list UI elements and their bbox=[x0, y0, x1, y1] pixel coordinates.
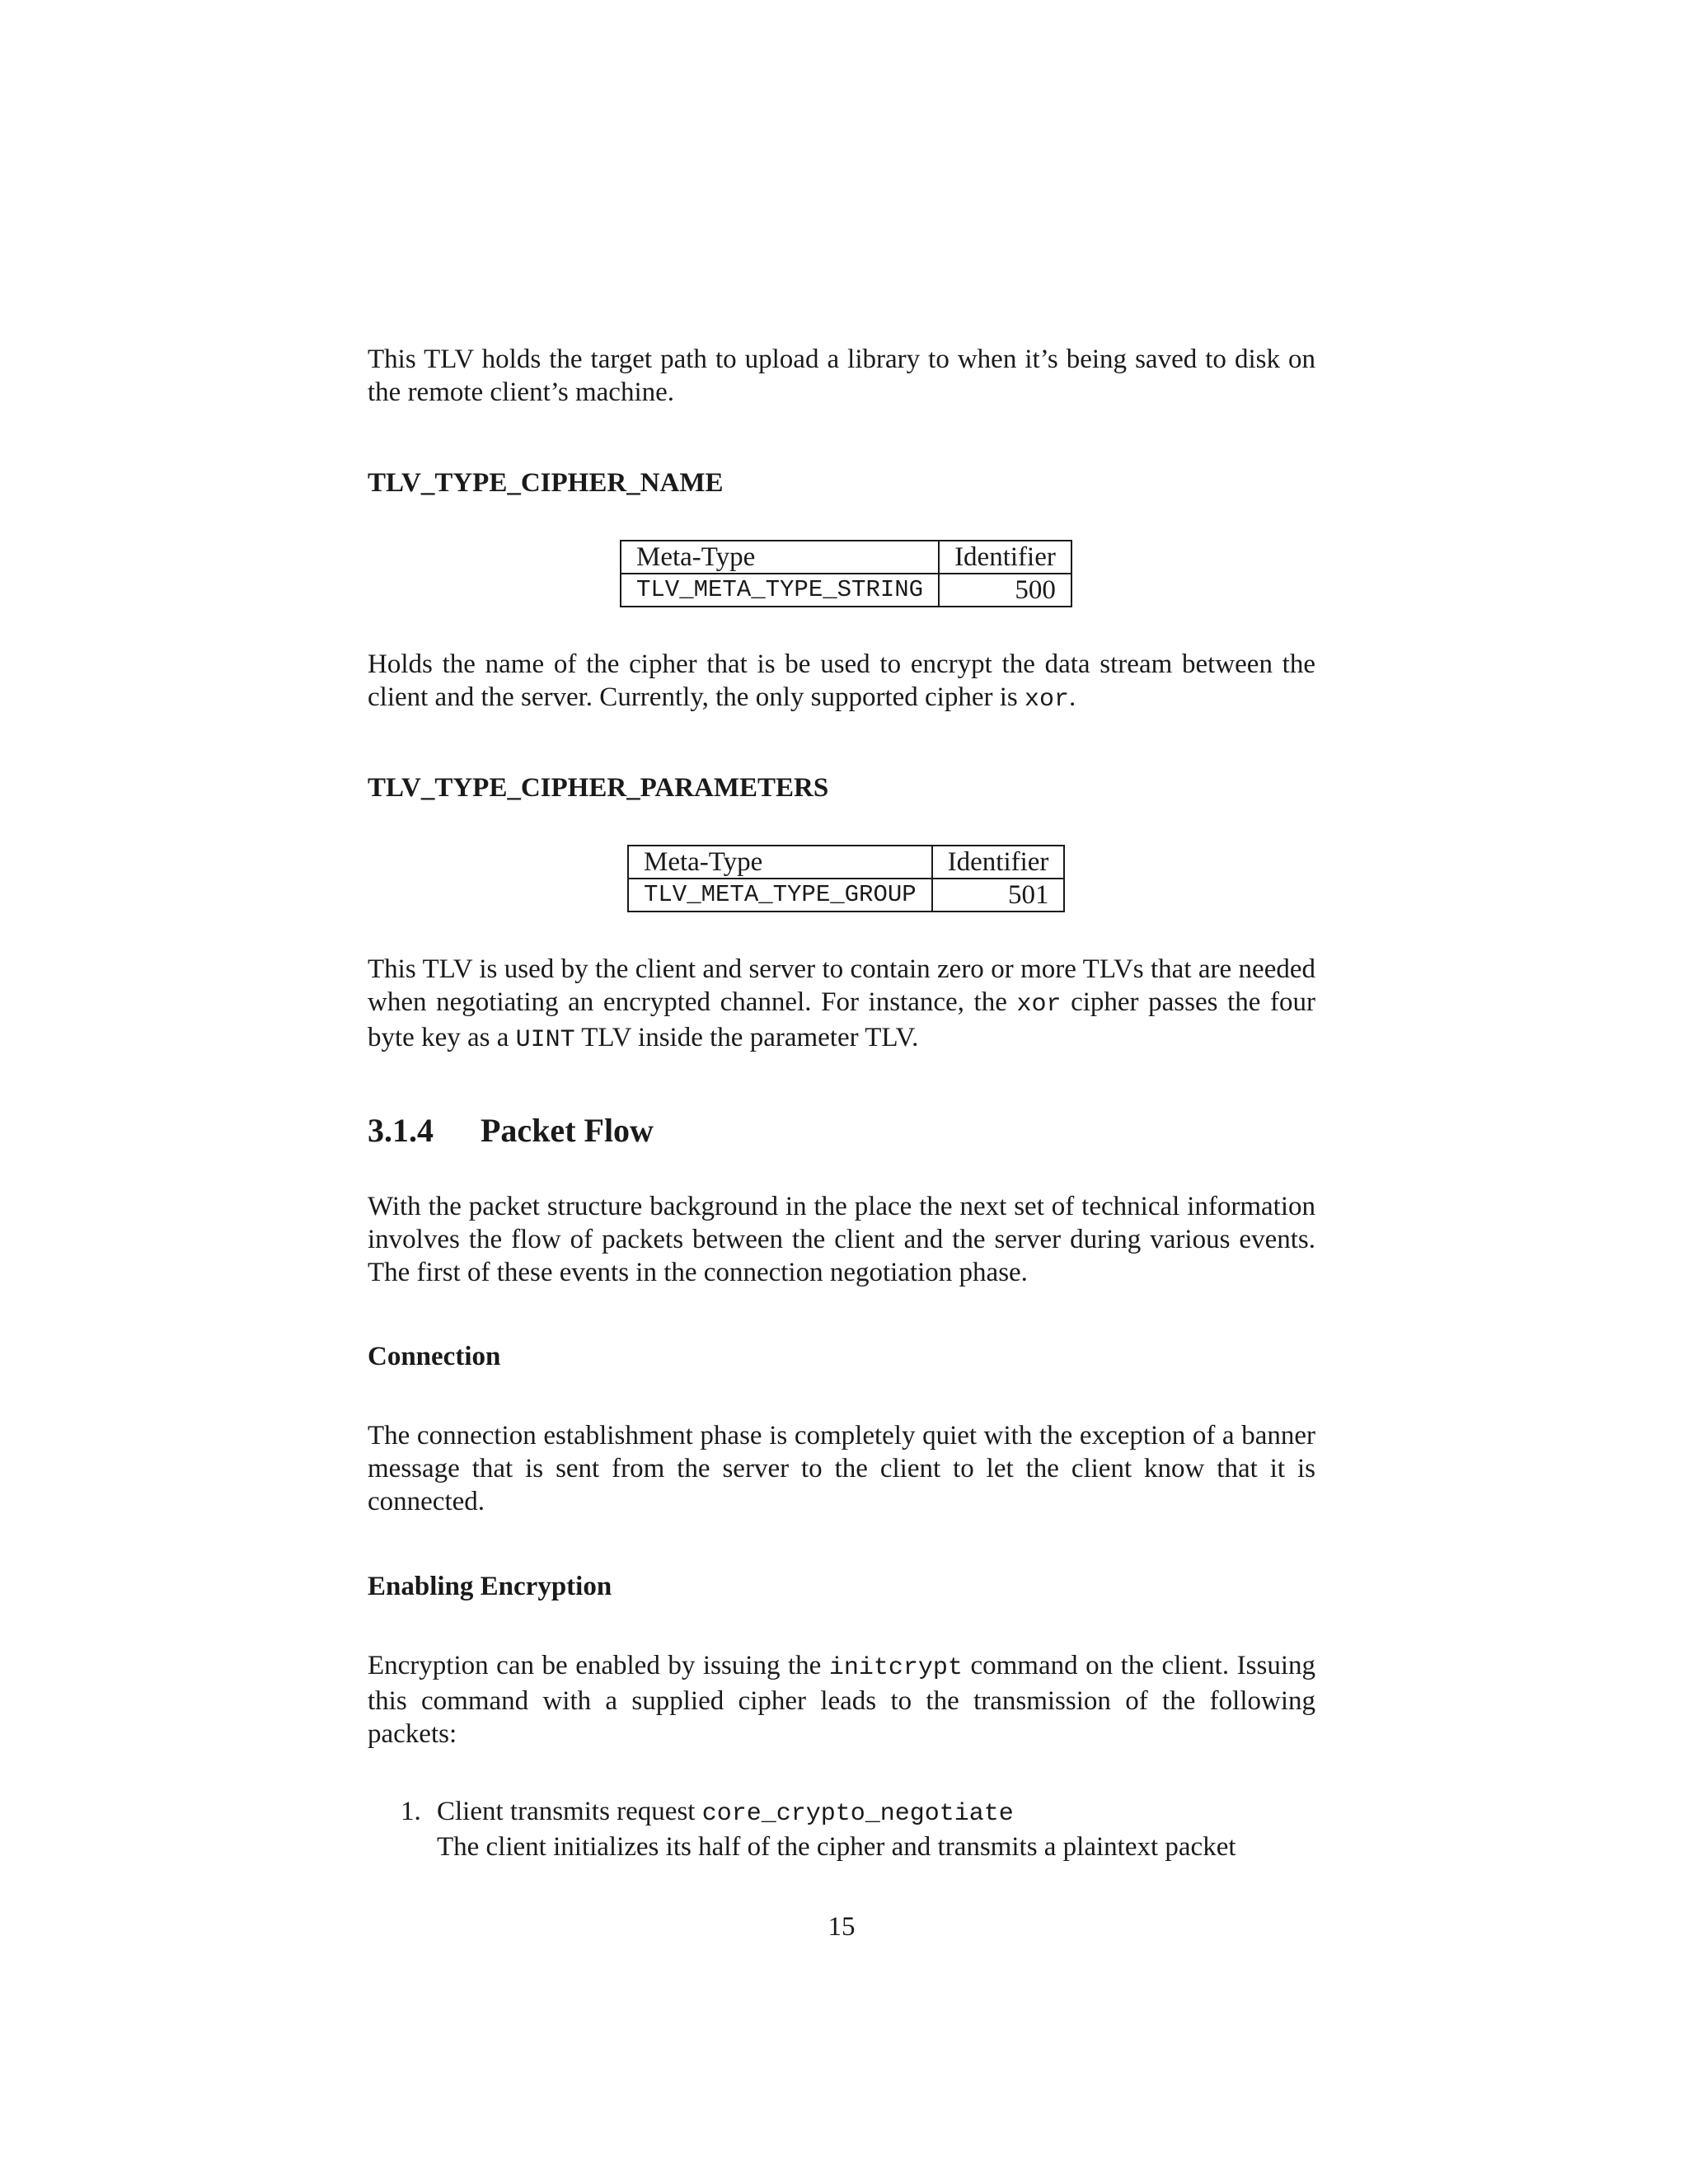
encryption-text-start: Encryption can be enabled by issuing the bbox=[368, 1651, 829, 1680]
list-item-body bbox=[437, 1795, 1315, 1863]
encryption-text-end: command on the client. Issuing this command with a supplied cipher leads to the transmission of the following packets: bbox=[368, 1651, 1315, 1749]
page-number: 15 bbox=[828, 1912, 856, 1942]
list-item-title-text: Client transmits request bbox=[437, 1797, 702, 1826]
cipher-name-table bbox=[620, 540, 1072, 607]
cipher-parameters-table bbox=[627, 845, 1065, 912]
list-item-code: core_crypto_negotiate bbox=[701, 1800, 1014, 1828]
list-item bbox=[401, 1795, 1315, 1863]
meta-type-header: Meta-Type bbox=[628, 846, 932, 879]
identifier-value: 501 bbox=[932, 879, 1065, 912]
connection-text: The connection establishment phase is completely quiet with the exception of a banner message that is sent from the server to the client to let the client know that it is connected. bbox=[368, 1421, 1315, 1516]
cipher-name-code: xor bbox=[1024, 686, 1069, 714]
table-header-row bbox=[628, 846, 1064, 879]
cipher-parameters-description bbox=[368, 953, 1315, 1057]
table-row bbox=[621, 574, 1071, 607]
section-number: 3.1.4 bbox=[368, 1112, 434, 1149]
identifier-header: Identifier bbox=[932, 846, 1065, 879]
meta-type-header: Meta-Type bbox=[621, 541, 939, 574]
list-marker: 1. bbox=[401, 1797, 421, 1826]
cipher-parameters-text-2: cipher passes the four byte key as a bbox=[368, 987, 1315, 1052]
section-intro: With the packet structure background in the place the next set of technical information involves the flow of packets between the client and the server during various events. The first of these events in the connection negotiation phase. bbox=[368, 1192, 1315, 1287]
encryption-code: initcrypt bbox=[828, 1654, 963, 1682]
intro-paragraph: This TLV holds the target path to upload a library to when it’s being saved to disk on the remote client’s machine. bbox=[368, 344, 1315, 407]
cipher-parameters-code-1: xor bbox=[1016, 991, 1062, 1019]
cipher-name-description-end: . bbox=[1069, 682, 1076, 712]
section-heading bbox=[368, 1111, 654, 1151]
meta-type-value: TLV_META_TYPE_GROUP bbox=[628, 879, 932, 912]
encryption-text bbox=[368, 1649, 1315, 1750]
cipher-name-description bbox=[368, 648, 1315, 716]
section-title: Packet Flow bbox=[481, 1112, 654, 1149]
cipher-name-heading: TLV_TYPE_CIPHER_NAME bbox=[368, 468, 724, 498]
cipher-parameters-code-2: UINT bbox=[515, 1026, 575, 1054]
list-item-detail: The client initializes its half of the cipher and transmits a plaintext packet bbox=[437, 1832, 1236, 1862]
document-page bbox=[368, 0, 1315, 2184]
cipher-name-description-text: Holds the name of the cipher that is be used to encrypt the data stream between the client and the server. Currently, the only supported cipher is bbox=[368, 649, 1315, 712]
list-item-title bbox=[437, 1795, 1315, 1830]
meta-type-value: TLV_META_TYPE_STRING bbox=[621, 574, 939, 607]
table-header-row bbox=[621, 541, 1071, 574]
table-row bbox=[628, 879, 1064, 912]
cipher-parameters-text-3: TLV inside the parameter TLV. bbox=[574, 1023, 919, 1052]
cipher-parameters-text-1: This TLV is used by the client and server to contain zero or more TLVs that are needed when negotiating an encrypted channel. For instance, the bbox=[368, 954, 1315, 1017]
identifier-header: Identifier bbox=[939, 541, 1071, 574]
connection-heading: Connection bbox=[368, 1342, 501, 1371]
identifier-value: 500 bbox=[939, 574, 1071, 607]
encryption-heading: Enabling Encryption bbox=[368, 1572, 612, 1601]
cipher-parameters-heading: TLV_TYPE_CIPHER_PARAMETERS bbox=[368, 773, 829, 803]
